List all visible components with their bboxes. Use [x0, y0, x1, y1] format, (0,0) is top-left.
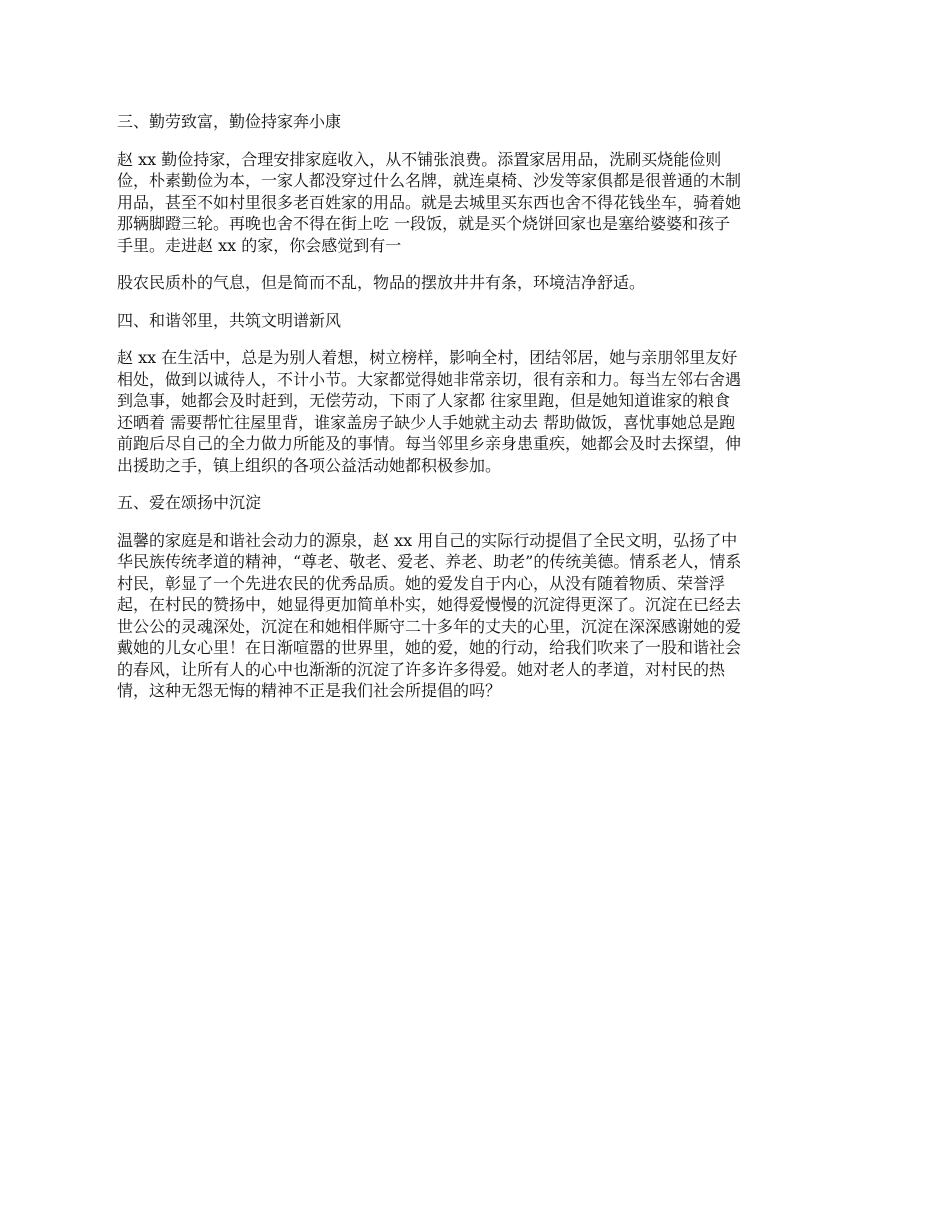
paragraph-3-2: [117, 272, 837, 294]
text-line: 用品，甚至不如村里很多老百姓家的用品。就是去城里买东西也舍不得花钱坐车，骑着她: [117, 192, 742, 212]
paragraph-5-1: [117, 530, 837, 702]
text-line: 股农民质朴的气息，但是简而不乱，物品的摆放井井有条，环境洁净舒适。: [117, 273, 646, 292]
text-line: 情，这种无怨无悔的精神不正是我们社会所提倡的吗？: [117, 681, 502, 700]
paragraph-4-1: [117, 347, 837, 476]
text-line: 俭，朴素勤俭为本，一家人都没穿过什么名牌，就连桌椅、沙发等家俱都是很普通的木制: [117, 171, 742, 190]
paragraph-3-1: [117, 149, 837, 257]
section-heading-5: 五、爱在颂扬中沉淀: [117, 493, 262, 512]
text-line: 温馨的家庭是和谐社会动力的源泉，赵 xx 用自己的实际行动提倡了全民文明，弘扬了中: [117, 530, 738, 550]
text-line: 华民族传统孝道的精神，“尊老、敬老、爱老、养老、助老”的传统美德。情系老人，情系: [117, 552, 742, 571]
text-line: 还晒着 需要帮忙往屋里背，谁家盖房子缺少人手她就主动去 帮助做饭，喜忧事她总是跑: [117, 412, 736, 432]
text-line: 赵 xx 在生活中，总是为别人着想，树立榜样，影响全村，团结邻居，她与亲朋邻里友好: [117, 348, 738, 367]
text-line: 前跑后尽自己的全力做力所能及的事情。每当邻里乡亲身患重疾，她都会及时去探望，伸: [117, 434, 742, 453]
text-line: 世公公的灵魂深处，沉淀在和她相伴厮守二十多年的丈夫的心里，沉淀在深深感谢她的爱: [117, 616, 742, 636]
document-body: [117, 111, 837, 718]
text-line: 相处，做到以诚待人，不计小节。大家都觉得她非常亲切，很有亲和力。每当左邻右舍遇: [117, 369, 742, 389]
section-heading-3: 三、勤劳致富，勤俭持家奔小康: [117, 112, 342, 131]
text-line: 赵 xx 勤俭持家，合理安排家庭收入，从不铺张浪费。添置家居用品，洗刷买烧能俭则: [117, 149, 722, 169]
text-line: 的春风，让所有人的心中也渐渐的沉淀了许多许多得爱。她对老人的孝道，对村民的热: [117, 659, 726, 679]
text-line: 戴她的儿女心里！在日渐喧嚣的世界里，她的爱，她的行动，给我们吹来了一股和谐社会: [117, 638, 742, 657]
section-heading-4: 四、和谐邻里，共筑文明谱新风: [117, 310, 342, 330]
text-line: 起，在村民的赞扬中，她显得更加简单朴实，她得爱慢慢的沉淀得更深了。沉淀在已经去: [117, 595, 742, 614]
text-line: 到急事，她都会及时赶到，无偿劳动，下雨了人家都 往家里跑，但是她知道谁家的粮食: [117, 391, 731, 410]
text-line: 村民，彰显了一个先进农民的优秀品质。她的爱发自于内心，从没有随着物质、荣誉浮: [117, 573, 726, 593]
text-line: 出援助之手，镇上组织的各项公益活动她都积极参加。: [117, 455, 502, 475]
text-line: 那辆脚蹬三轮。再晚也舍不得在街上吃 一段饭，就是买个烧饼回家也是塞给婆婆和孩子: [117, 214, 731, 233]
text-line: 手里。走进赵 xx 的家，你会感觉到有一: [117, 235, 402, 255]
